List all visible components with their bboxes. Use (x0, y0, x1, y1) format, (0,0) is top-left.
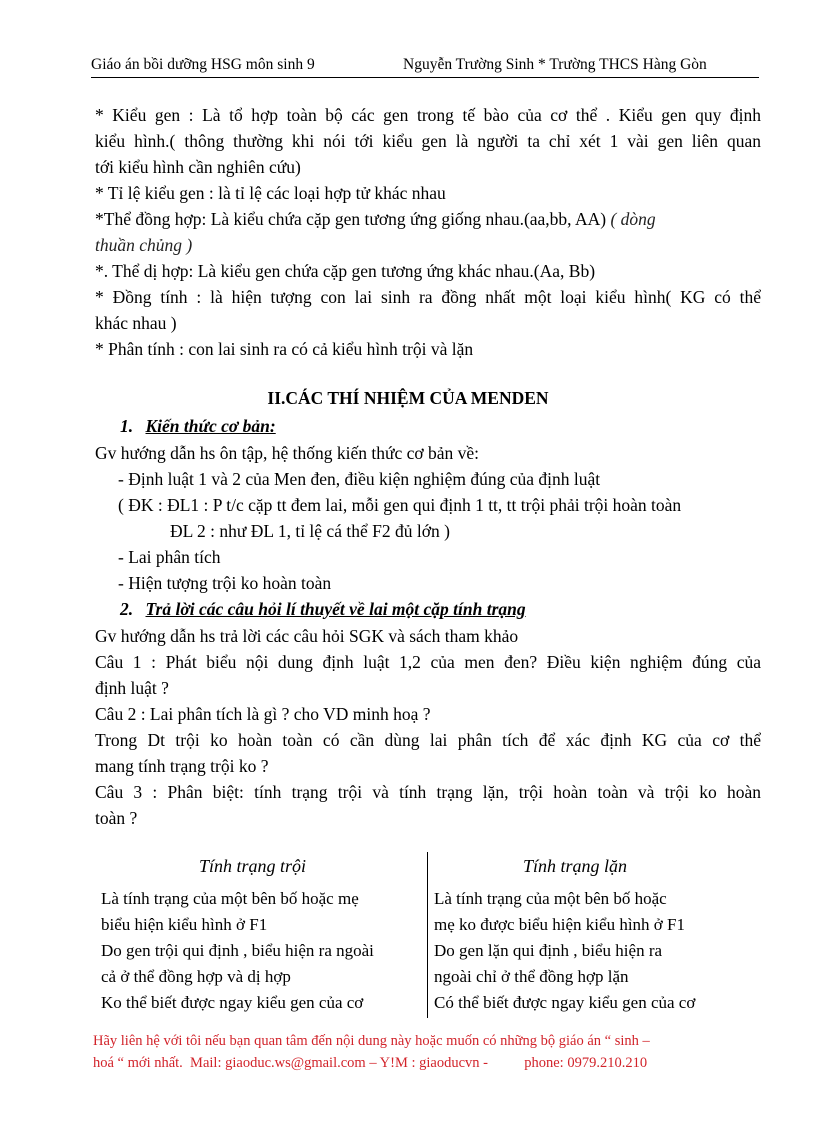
definition-the-dong-hop-line-2: thuần chủng ) (95, 235, 193, 255)
part1-condition-dl2: ĐL 2 : như ĐL 1, tỉ lệ cá thể F2 đủ lớn ) (170, 521, 450, 541)
definition-dong-tinh-line-1: * Đồng tính : là hiện tượng con lai sinh ra đồng nhất một loại kiểu hình( KG có thể (95, 287, 761, 307)
table-cell-lan: mẹ ko được biểu hiện kiểu hình ở F1 (434, 915, 685, 934)
table-header-troi: Tính trạng trội (199, 856, 307, 876)
part2-intro: Gv hướng dẫn hs trả lời các câu hỏi SGK và sách tham khảo (95, 626, 519, 646)
header-author-school: Nguyễn Trường Sinh * Trường THCS Hàng Gòn (403, 56, 707, 73)
page-header (91, 55, 759, 78)
part2-number: 2. (120, 599, 134, 619)
part1-bullet-troi-ko-hoan-toan: - Hiện tượng trội ko hoàn toàn (118, 573, 332, 593)
part1-title: Kiến thức cơ bản: (145, 416, 276, 436)
table-cell-lan: ngoài chỉ ở thể đồng hợp lặn (434, 967, 629, 986)
table-cell-lan: Là tính trạng của một bên bố hoặc (434, 889, 667, 908)
table-cell-troi: Là tính trạng của một bên bố hoặc mẹ (101, 889, 359, 908)
question-3-line-1: Câu 3 : Phân biệt: tính trạng trội và tính trạng lặn, trội hoàn toàn và trội ko hoàn (95, 782, 761, 802)
table-header-lan: Tính trạng lặn (523, 856, 628, 876)
definition-phan-tinh: * Phân tính : con lai sinh ra có cả kiểu hình trội và lặn (95, 339, 474, 359)
part1-number: 1. (120, 416, 134, 436)
table-cell-troi: Do gen trội qui định , biểu hiện ra ngoài (101, 941, 374, 960)
part2-title: Trả lời các câu hỏi lí thuyết về lai một cặp tính trạng (145, 599, 526, 619)
table-cell-lan: Có thể biết được ngay kiểu gen của cơ (434, 993, 696, 1012)
part1-bullet-lai-phan-tich: - Lai phân tích (118, 547, 221, 567)
question-2: Câu 2 : Lai phân tích là gì ? cho VD minh hoạ ? (95, 704, 431, 724)
part1-condition-dl1: ( ĐK : ĐL1 : P t/c cặp tt đem lai, mỗi gen qui định 1 tt, tt trội phải trội hoàn toàn (118, 495, 682, 515)
definition-kieu-gen-line-3: tới kiểu hình cần nghiên cứu) (95, 157, 301, 177)
table-column-divider (427, 852, 428, 1018)
question-3-line-2: toàn ? (95, 808, 138, 828)
definition-the-dong-hop-line-1 (95, 208, 656, 230)
table-cell-lan: Do gen lặn qui định , biểu hiện ra (434, 941, 663, 960)
the-dong-hop-text: *Thể đồng hợp: Là kiểu chứa cặp gen tương ứng giống nhau.(aa,bb, AA) (95, 209, 607, 229)
the-dong-hop-note: ( dòng (610, 209, 656, 229)
part1-bullet-dinh-luat: - Định luật 1 và 2 của Men đen, điều kiện nghiệm đúng của định luật (118, 469, 601, 489)
section-title: II.CÁC THÍ NHIỆM CỦA MENDEN (267, 388, 549, 408)
question-1-line-2: định luật ? (95, 678, 169, 698)
part1-heading (120, 416, 276, 437)
table-cell-troi: Ko thể biết được ngay kiểu gen của cơ (101, 993, 364, 1012)
definition-kieu-gen-line-2: kiểu hình.( thông thường khi nói tới kiểu gen là người ta chỉ xét 1 vài gen liên quan (95, 131, 761, 151)
table-cell-troi: cả ở thể đồng hợp và dị hợp (101, 967, 291, 986)
definition-ti-le-kieu-gen: * Tỉ lệ kiểu gen : là tỉ lệ các loại hợp tử khác nhau (95, 183, 446, 203)
header-document-title: Giáo án bồi dưỡng HSG môn sinh 9 (91, 56, 315, 73)
question-2-followup-line-2: mang tính trạng trội ko ? (95, 756, 269, 776)
question-2-followup-line-1: Trong Dt trội ko hoàn toàn có cần dùng lai phân tích để xác định KG của cơ thể (95, 730, 761, 750)
footer-line-1: Hãy liên hệ với tôi nếu bạn quan tâm đến nội dung này hoặc muốn có những bộ giáo án “ sinh – (93, 1033, 650, 1049)
definition-the-di-hop: *. Thể dị hợp: Là kiểu gen chứa cặp gen tương ứng khác nhau.(Aa, Bb) (95, 261, 596, 281)
footer-line-2: hoá “ mới nhất. Mail: giaoduc.ws@gmail.com – Y!M : giaoducvn - phone: 0979.210.210 (93, 1055, 648, 1071)
table-cell-troi: biểu hiện kiểu hình ở F1 (101, 915, 268, 934)
definition-dong-tinh-line-2: khác nhau ) (95, 313, 177, 333)
comparison-table (95, 852, 761, 1018)
question-1-line-1: Câu 1 : Phát biểu nội dung định luật 1,2 của men đen? Điều kiện nghiệm đúng của (95, 652, 761, 672)
page-footer-contact (93, 1030, 763, 1074)
definition-kieu-gen-line-1: * Kiểu gen : Là tổ hợp toàn bộ các gen trong tế bào của cơ thể . Kiểu gen quy định (95, 105, 761, 125)
part2-heading (120, 599, 526, 620)
part1-intro: Gv hướng dẫn hs ôn tập, hệ thống kiến thức cơ bản về: (95, 443, 480, 463)
